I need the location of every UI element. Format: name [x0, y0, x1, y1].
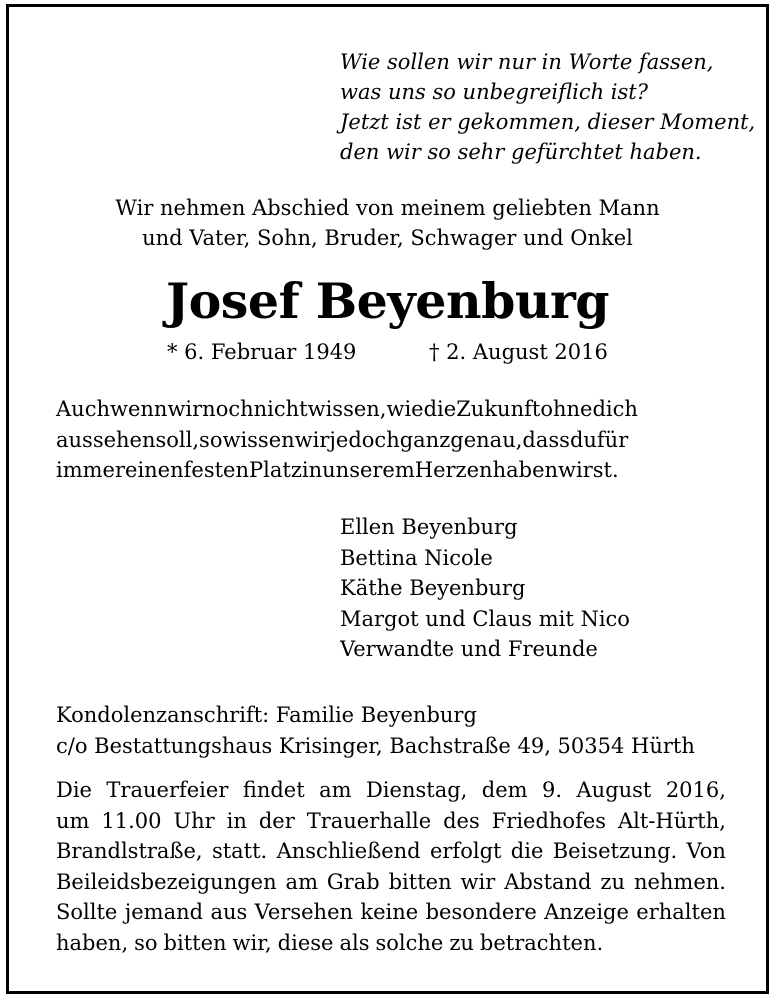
word: wirst. — [558, 458, 619, 482]
word: solche — [375, 930, 444, 955]
word: wie — [386, 397, 424, 421]
word: Brandlstraße, — [56, 839, 203, 863]
word: nicht — [253, 397, 308, 421]
word: dem — [481, 778, 528, 802]
word: wir, — [232, 930, 272, 955]
word: unserem — [322, 458, 415, 482]
word: 9. — [542, 778, 563, 802]
message-line — [56, 455, 726, 486]
word: ganz — [399, 427, 451, 452]
word: aussehen — [56, 427, 156, 452]
farewell-text — [9, 193, 766, 253]
word: dass — [522, 427, 570, 452]
word: Grab — [326, 869, 380, 894]
word: wir — [167, 397, 203, 421]
word: erhalten — [636, 900, 726, 924]
word: Die — [56, 778, 92, 802]
birth-date: * 6. Februar 1949 — [167, 340, 357, 364]
word: in — [226, 808, 247, 833]
word: Auch — [56, 397, 110, 421]
death-date: † 2. August 2016 — [429, 340, 608, 364]
condolence-line: c/o Bestattungshaus Krisinger, Bachstraße 49, 50354 Hürth — [56, 733, 695, 758]
mourner-name: Verwandte und Freunde — [340, 637, 598, 661]
word: keine — [360, 900, 419, 924]
service-line — [56, 897, 726, 928]
word: Trauerhalle — [306, 808, 432, 833]
word: Platz — [249, 458, 302, 482]
remembrance-message — [56, 394, 726, 486]
word: ohne — [540, 397, 593, 421]
mourner-name: Bettina Nicole — [340, 545, 493, 570]
mourner-name: Ellen Beyenburg — [340, 515, 518, 539]
word: für — [596, 427, 629, 452]
message-line — [56, 394, 726, 425]
word: um — [56, 808, 90, 833]
word: Versehen — [254, 900, 354, 924]
word: Herzen — [414, 458, 493, 482]
word: Sollte — [56, 900, 118, 924]
condolence-address — [56, 700, 695, 761]
word: wissen, — [307, 397, 387, 421]
service-line — [56, 928, 726, 959]
word: wir — [460, 869, 496, 894]
word: Zukunft — [456, 397, 541, 421]
deceased-name: Josef Beyenburg — [165, 272, 610, 330]
word: du — [569, 427, 597, 452]
farewell-line: und Vater, Sohn, Bruder, Schwager und Onkel — [142, 226, 633, 250]
word: Dienstag, — [365, 778, 468, 802]
word: Beileidsbezeigungen — [56, 869, 277, 894]
message-line — [56, 425, 726, 456]
word: nehmen. — [633, 869, 726, 894]
word: bitten — [388, 869, 452, 894]
word: immer — [56, 458, 126, 482]
word: Anzeige — [544, 900, 629, 924]
word: dich — [592, 397, 638, 421]
service-line — [56, 836, 726, 867]
word: Anschließend — [276, 839, 421, 863]
farewell-line: Wir nehmen Abschied von meinem geliebten Mann — [115, 196, 660, 220]
word: in — [301, 458, 323, 482]
poem-line: was uns so unbegreiflich ist? — [340, 80, 648, 104]
mourner-name: Käthe Beyenburg — [340, 576, 526, 600]
word: betrachten. — [479, 930, 604, 955]
word: Trauerfeier — [106, 778, 229, 802]
word: so — [134, 930, 158, 955]
word: findet — [242, 778, 305, 802]
word: wissen — [222, 427, 295, 452]
word: zu — [449, 930, 474, 955]
word: 11.00 — [101, 808, 162, 833]
condolence-line: Kondolenzanschrift: Familie Beyenburg — [56, 703, 477, 727]
word: am — [285, 869, 318, 894]
word: wir — [294, 427, 330, 452]
poem-line: den wir so sehr gefürchtet haben. — [340, 140, 702, 164]
obituary-frame — [6, 4, 769, 994]
word: soll, — [155, 427, 200, 452]
word: statt. — [211, 839, 268, 863]
word: am — [319, 778, 352, 802]
word: genau, — [450, 427, 523, 452]
word: aus — [210, 900, 248, 924]
word: besondere — [425, 900, 537, 924]
word: so — [199, 427, 223, 452]
word: jemand — [124, 900, 204, 924]
word: Friedhofes — [491, 808, 607, 833]
word: Abstand — [504, 869, 592, 894]
service-line — [56, 867, 726, 898]
word: die — [510, 839, 544, 863]
funeral-service-info — [56, 775, 726, 958]
word: Von — [686, 839, 726, 863]
service-line — [56, 775, 726, 806]
word: des — [443, 808, 480, 833]
word: Beisetzung. — [552, 839, 678, 863]
word: die — [423, 397, 457, 421]
mourner-name: Margot und Claus mit Nico — [340, 606, 630, 631]
word: noch — [202, 397, 254, 421]
word: Uhr — [173, 808, 215, 833]
word: Alt-Hürth, — [617, 808, 726, 833]
word: haben, — [56, 930, 129, 955]
mourners-list — [340, 512, 630, 665]
word: einen — [125, 458, 184, 482]
word: bitten — [163, 930, 227, 955]
word: jedoch — [329, 427, 400, 452]
poem — [340, 47, 755, 167]
word: diese — [277, 930, 334, 955]
word: August — [576, 778, 652, 802]
poem-line: Jetzt ist er gekommen, dieser Moment, — [340, 110, 756, 134]
word: haben — [492, 458, 559, 482]
poem-line: Wie sollen wir nur in Worte fassen, — [340, 50, 714, 74]
word: wenn — [109, 397, 168, 421]
service-line — [56, 806, 726, 837]
word: als — [339, 930, 370, 955]
word: zu — [600, 869, 626, 894]
word: festen — [183, 458, 250, 482]
word: 2016, — [665, 778, 726, 802]
word: erfolgt — [429, 839, 502, 863]
word: der — [258, 808, 295, 833]
